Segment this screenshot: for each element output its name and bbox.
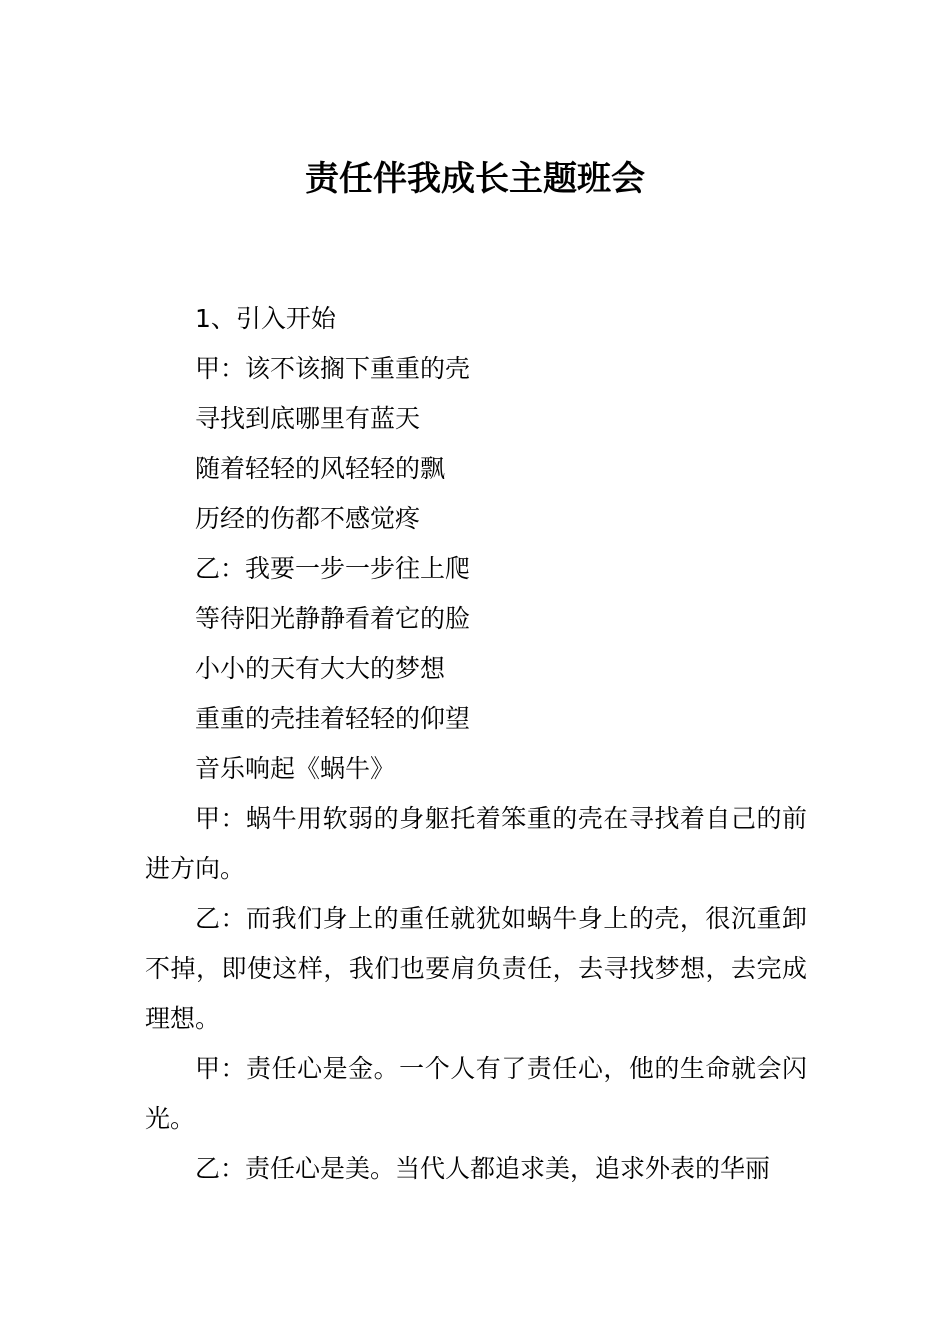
paragraph: 乙：责任心是美。当代人都追求美，追求外表的华丽 (195, 1154, 771, 1183)
document-body (145, 294, 807, 1194)
paragraph: 乙：而我们身上的重任就犹如蜗牛身上的壳，很沉重卸不掉，即使这样，我们也要肩负责任，去寻找梦想，去完成理想。 (145, 904, 807, 1033)
text-line: 等待阳光静静看着它的脸 (195, 604, 471, 633)
text-line: 寻找到底哪里有蓝天 (195, 404, 421, 433)
paragraph: 甲：蜗牛用软弱的身躯托着笨重的壳在寻找着自己的前进方向。 (145, 804, 807, 883)
text-line: 随着轻轻的风轻轻的飘 (195, 454, 446, 483)
text-line: 音乐响起《蜗牛》 (195, 754, 396, 783)
text-line: 1、引入开始 (195, 304, 336, 333)
text-line: 历经的伤都不感觉疼 (195, 504, 421, 533)
text-line: 重重的壳挂着轻轻的仰望 (195, 704, 471, 733)
text-line: 甲：该不该搁下重重的壳 (195, 354, 471, 383)
paragraph: 甲：责任心是金。一个人有了责任心，他的生命就会闪光。 (145, 1054, 807, 1133)
document-title: 责任伴我成长主题班会 (305, 159, 645, 199)
text-line: 小小的天有大大的梦想 (195, 654, 446, 683)
text-line: 乙：我要一步一步往上爬 (195, 554, 471, 583)
